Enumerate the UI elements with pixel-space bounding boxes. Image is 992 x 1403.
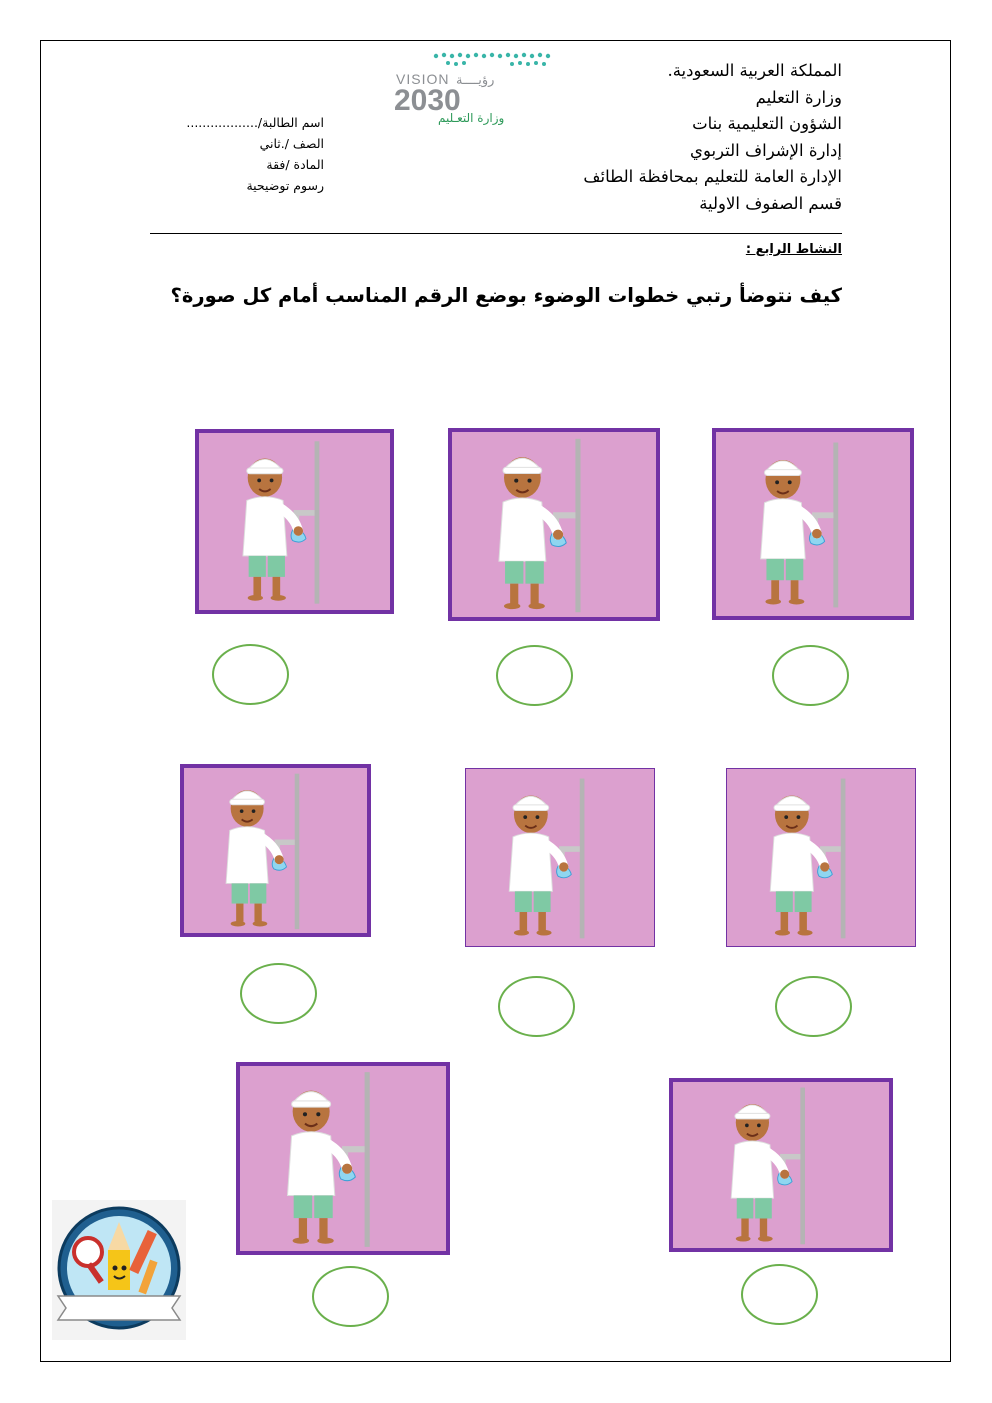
header-line-ministry: وزارة التعليم [755,87,842,107]
boy-washing-feet-icon [240,1066,446,1251]
boy-rinsing-mouth-icon [452,432,656,617]
header-line-general-admin: الإدارة العامة للتعليم بمحافظة الطائف [583,167,842,186]
step-card-4 [180,764,371,937]
answer-oval-8[interactable] [741,1264,818,1325]
lesson-field: رسوم توضيحية [246,178,324,193]
step-card-6 [726,768,916,947]
logo-ministry-text: وزارة التعـليم [438,111,505,125]
answer-oval-1[interactable] [212,644,289,705]
subject-field: المادة /فقة [266,157,324,172]
logo-arabic-vision: رؤيــــة [456,73,495,88]
student-info [186,112,324,196]
logo-year: 2030 [394,84,461,117]
header-line-affairs: الشؤون التعليمية بنات [692,114,842,133]
boy-washing-face-icon [199,433,390,610]
boy-rinsing-nose-icon [727,769,915,946]
answer-oval-5[interactable] [498,976,575,1037]
answer-oval-6[interactable] [775,976,852,1037]
step-card-1 [195,429,394,614]
step-card-8 [669,1078,893,1252]
step-card-5 [465,768,655,947]
step-card-7 [236,1062,450,1255]
header-line-kingdom: المملكة العربية السعودية. [667,61,842,80]
boy-washing-hands-icon [716,432,910,616]
activity-question: كيف نتوضأ رتبي خطوات الوضوء بوضع الرقم المناسب أمام كل صورة؟ [170,284,842,307]
boy-wiping-head-icon [466,769,654,946]
answer-oval-2[interactable] [496,645,573,706]
header-divider [150,233,842,234]
boy-wiping-ears-icon [184,768,367,933]
step-card-2 [448,428,660,621]
grade-field: الصف /.ثاني [259,136,324,151]
student-name-field[interactable]: اسم الطالبة/.................. [186,115,324,130]
step-card-3 [712,428,914,620]
institution-header [542,58,842,217]
header-line-supervision: إدارة الإشراف التربوي [690,140,842,160]
header-line-department: قسم الصفوف الاولية [699,193,842,213]
school-supplies-badge-icon [52,1200,186,1340]
boy-washing-arms-icon [673,1082,889,1248]
answer-oval-4[interactable] [240,963,317,1024]
activity-title: النشاط الرابع : [745,242,842,257]
logo-vision-text: VISION [396,71,450,87]
answer-oval-3[interactable] [772,645,849,706]
vision-2030-logo [392,50,552,126]
answer-oval-7[interactable] [312,1266,389,1327]
